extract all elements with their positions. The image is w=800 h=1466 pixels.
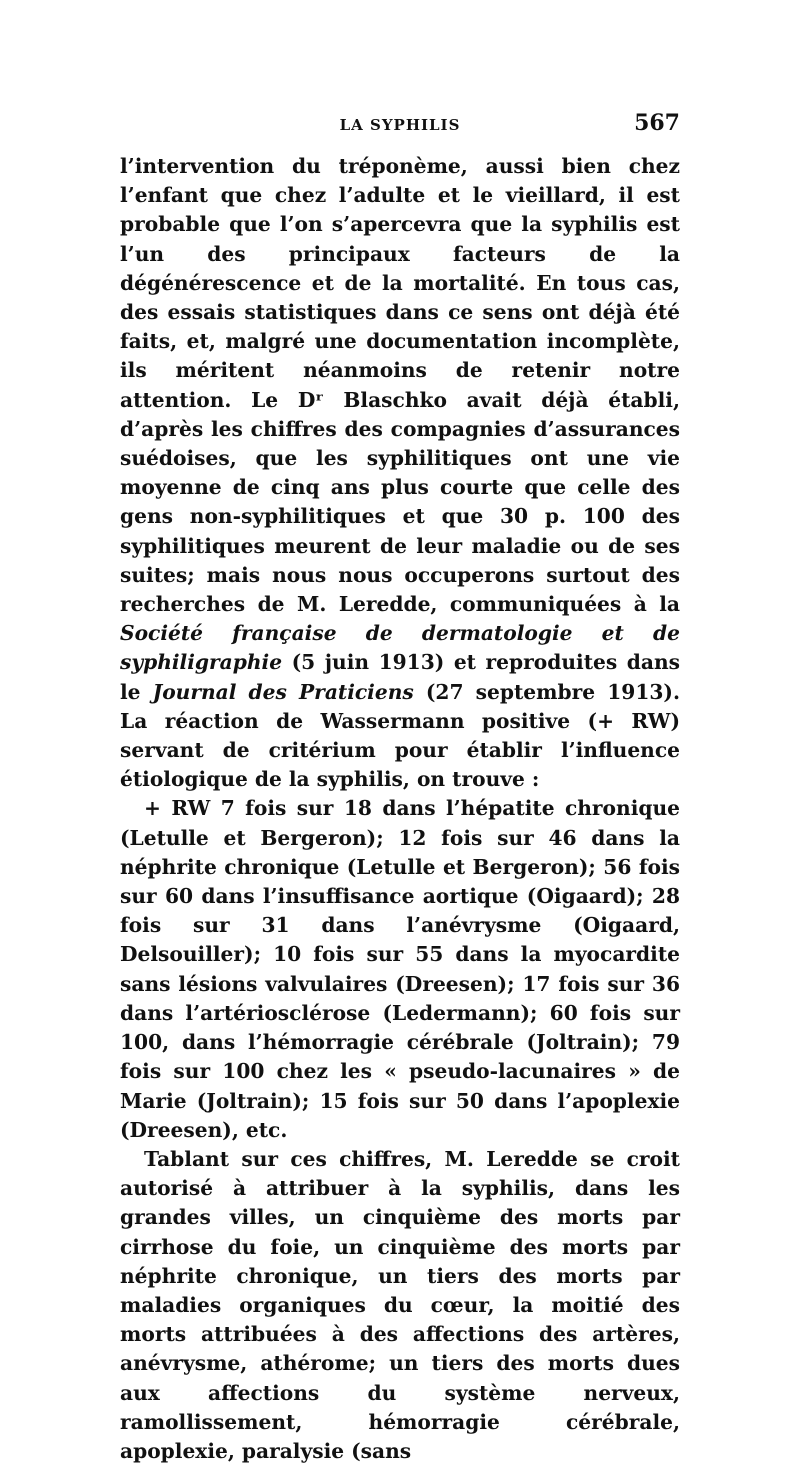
body-text [120,152,680,1466]
running-title: LA SYPHILIS [339,116,461,134]
text-segment: + RW 7 fois sur 18 dans l’hépatite chronique (Letulle et Bergeron); 12 fois sur 46 dans la néphrite chronique (Letulle et Bergeron); 56 fois sur 60 dans l’insuffisance aortique (Oigaard); 28 fois sur 31 dans l’anévrysme (Oigaard, Delsouiller); 10 fois sur 55 dans la myocardite sans lésions valvulaires (Dreesen); 17 fois sur 36 dans l’artériosclérose (Ledermann); 60 fois sur 100, dans l’hémorragie cérébrale (Joltrain); 79 fois sur 100 chez les « pseudo-lacunaires » de Marie (Joltrain); 15 fois sur 50 dans l’apoplexie (Dreesen), etc. [120,796,680,1142]
paragraph-statistics [120,794,680,1144]
page-number: 567 [634,110,680,136]
paragraph [120,152,680,794]
running-header [120,108,680,148]
journal-title-italic: Société française de dermatologie et de syphiligraphie [120,621,680,675]
text-segment: (27 septembre 1913). La réaction de Wassermann positive (+ RW) servant de critérium pour établir l’influence étiologique de la syphilis, on trouve : [120,679,680,792]
book-page [120,108,680,1466]
text-segment: Tablant sur ces chiffres, M. Leredde se croit autorisé à attribuer à la syphilis, dans les grandes villes, un cinquième des morts par cirrhose du foie, un cinquième des morts par néphrite chronique, un tiers des morts par maladies organiques du cœur, la moitié des morts attribuées à des affections des artères, anévrysme, athérome; un tiers des morts dues aux affections du système nerveux, ramollissement, hémorragie cérébrale, apoplexie, paralysie (sans [120,1146,680,1463]
journal-title-italic: Journal des Praticiens [152,679,414,704]
text-segment: (5 juin 1913) et reproduites dans le [120,650,680,704]
paragraph-conclusion [120,1145,680,1466]
text-segment: l’intervention du tréponème, aussi bien chez l’enfant que chez l’adulte et le vieillard, il est probable que l’on s’apercevra que la syphilis est l’un des principaux facteurs de la dégénérescence et de la mortalité. En tous cas, des essais statistiques dans ce sens ont déjà été faits, et, malgré une documentation incomplète, ils méritent néanmoins de retenir notre attention. Le Dʳ Blaschko avait déjà établi, d’après les chiffres des compagnies d’assurances suédoises, que les syphilitiques ont une vie moyenne de cinq ans plus courte que celle des gens non-syphilitiques et que 30 p. 100 des syphilitiques meurent de leur maladie ou de ses suites; mais nous nous occuperons surtout des recherches de M. Leredde, communiquées à la [120,154,680,617]
